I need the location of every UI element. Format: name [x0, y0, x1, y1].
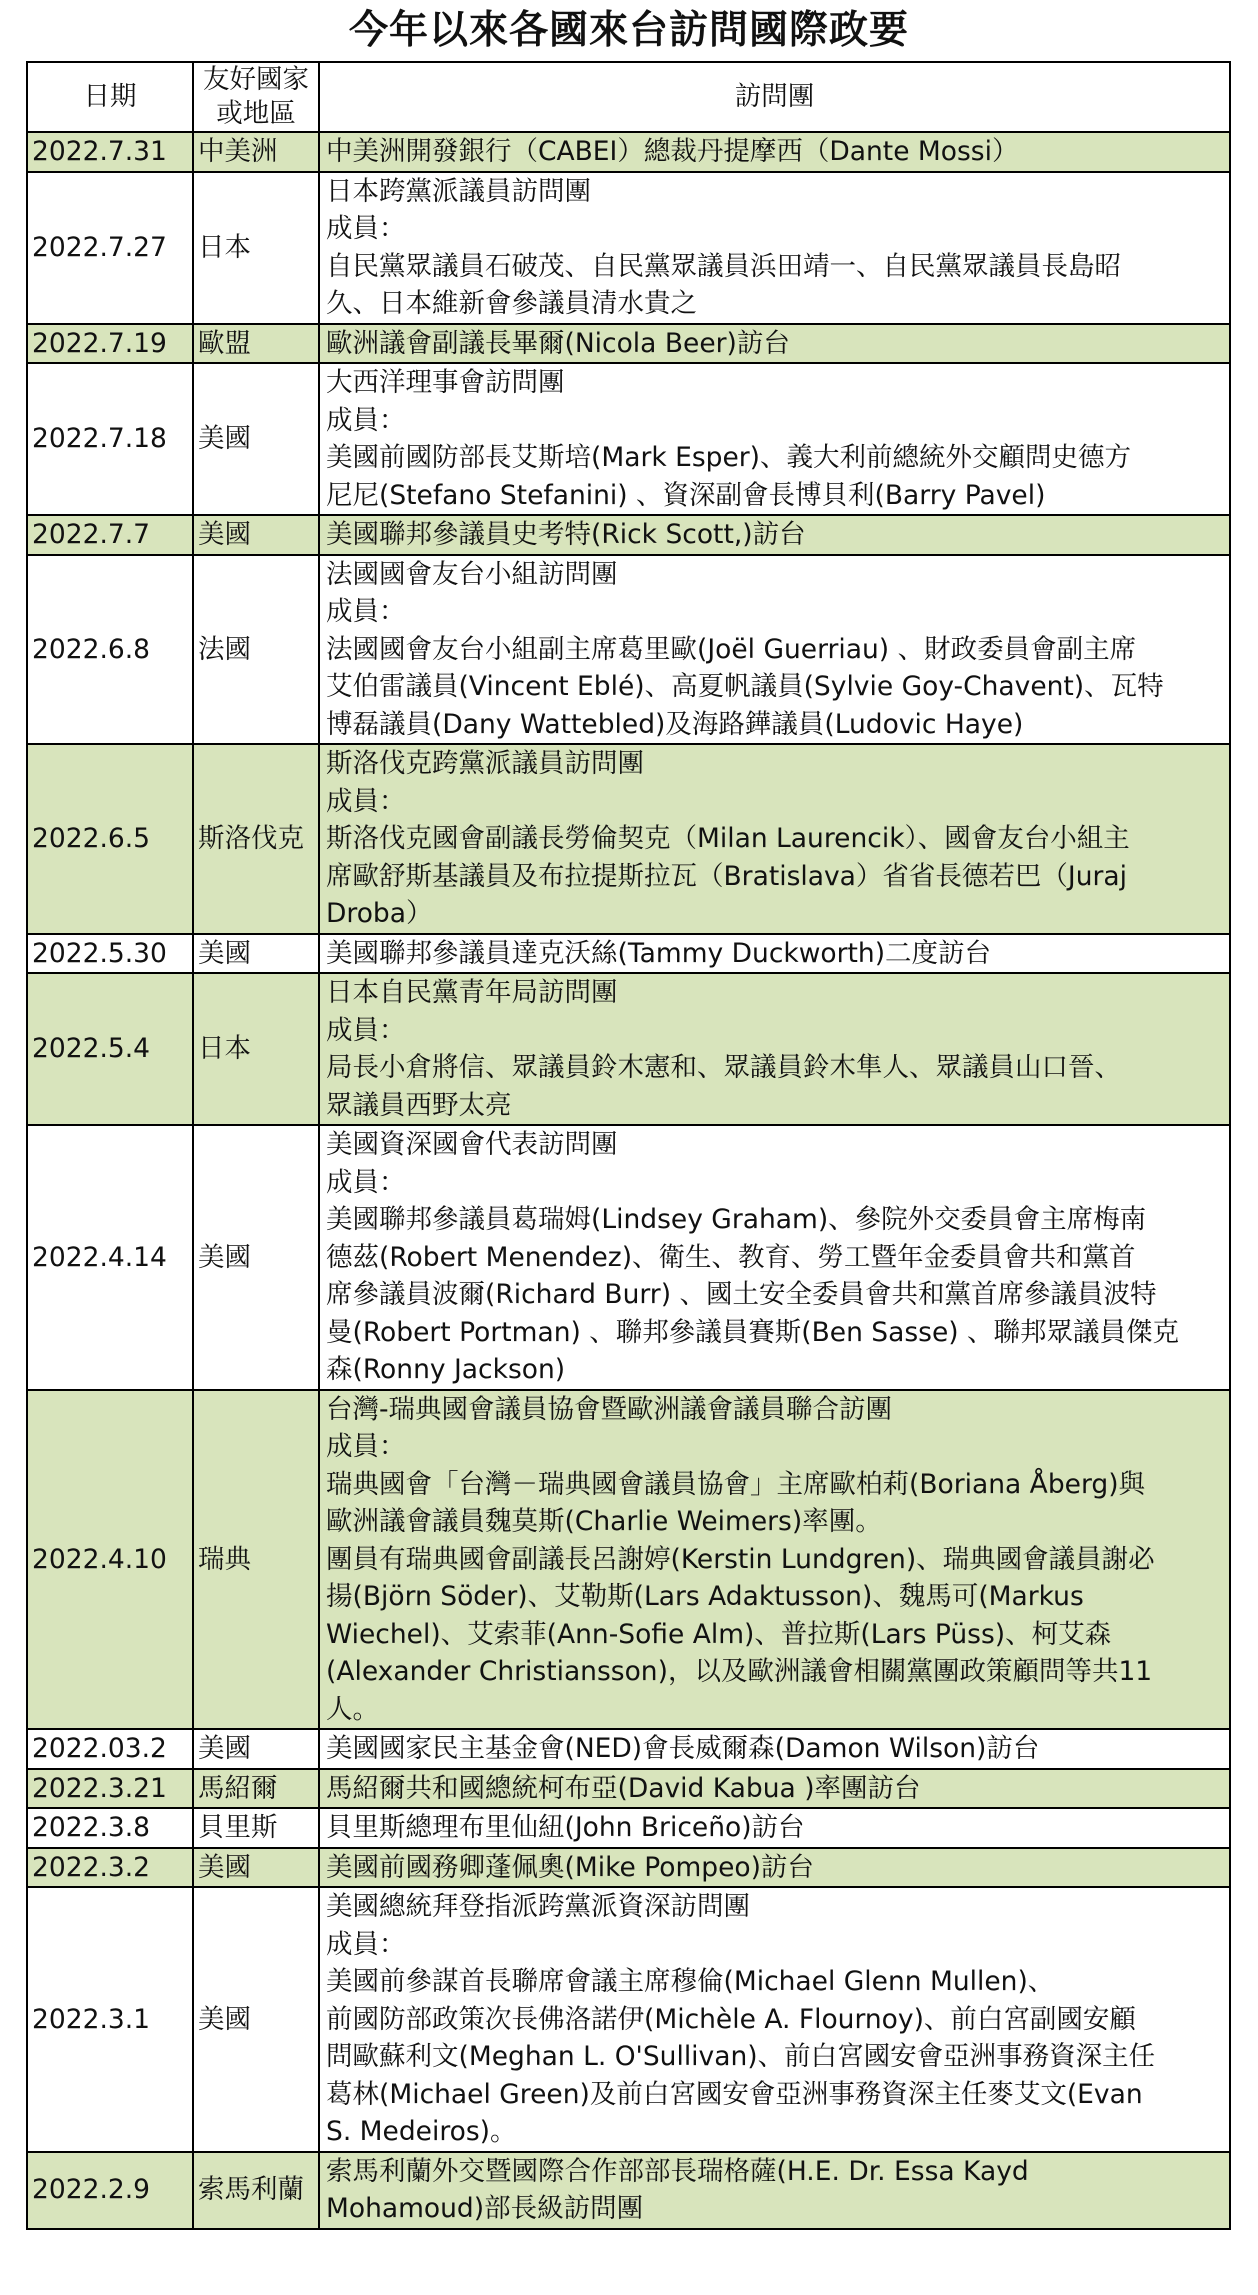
- table-row: [27, 2152, 1230, 2229]
- table-row: [27, 1808, 1230, 1848]
- delegation-line: 問歐蘇利文(Meghan L. O'Sullivan)、前白宮國安會亞洲事務資深主任: [326, 2041, 1156, 2072]
- delegation-line: 美國國家民主基金會(NED)會長威爾森(Damon Wilson)訪台: [326, 1733, 1040, 1764]
- row-delegation: [319, 363, 1230, 515]
- header-date: 日期: [27, 62, 193, 132]
- delegation-line: 自民黨眾議員石破茂、自民黨眾議員浜田靖一、自民黨眾議員長島昭: [326, 250, 1121, 282]
- delegation-line: 葛林(Michael Green)及前白宮國安會亞洲事務資深主任麥艾文(Evan: [326, 2078, 1143, 2110]
- row-country: 美國: [193, 1125, 319, 1390]
- delegation-line: 森(Ronny Jackson): [326, 1354, 566, 1385]
- row-country: 貝里斯: [193, 1808, 319, 1848]
- row-delegation: [319, 1729, 1230, 1769]
- delegation-line: 博磊議員(Dany Wattebled)及海路鏵議員(Ludovic Haye): [326, 708, 1024, 740]
- row-date: 2022.3.21: [27, 1769, 193, 1809]
- row-delegation: [319, 1390, 1230, 1730]
- table-row: [27, 515, 1230, 555]
- row-delegation: [319, 1887, 1230, 2152]
- delegation-line: 美國總統拜登指派跨黨派資深訪問團: [326, 1891, 750, 1922]
- delegation-line: 團員有瑞典國會副議長呂謝婷(Kerstin Lundgren)、瑞典國會議員謝必: [326, 1543, 1155, 1575]
- delegation-line: 前國防部政策次長佛洛諾伊(Michèle A. Flournoy)、前白宮副國安顧: [326, 2003, 1136, 2035]
- delegation-line: 台灣-瑞典國會議員協會暨歐洲議會議員聯合訪團: [326, 1393, 893, 1425]
- row-date: 2022.2.9: [27, 2152, 193, 2229]
- delegation-line: 成員：: [326, 1166, 406, 1198]
- row-country: 美國: [193, 1887, 319, 2152]
- delegation-line: 貝里斯總理布里仙紐(John Briceño)訪台: [326, 1812, 805, 1843]
- row-date: 2022.6.8: [27, 555, 193, 745]
- delegation-line: Mohamoud)部長級訪問團: [326, 2193, 644, 2224]
- delegation-line: 斯洛伐克國會副議長勞倫契克（Milan Laurencik）、國會友台小組主: [326, 823, 1130, 854]
- row-country: 美國: [193, 363, 319, 515]
- row-country: 美國: [193, 934, 319, 974]
- row-delegation: [319, 555, 1230, 745]
- table-row: [27, 934, 1230, 974]
- delegation-line: 歐洲議會副議長畢爾(Nicola Beer)訪台: [326, 327, 790, 359]
- row-delegation: [319, 2152, 1230, 2229]
- row-country: 歐盟: [193, 324, 319, 364]
- table-row: [27, 555, 1230, 745]
- table-row: [27, 363, 1230, 515]
- delegation-line: Droba）: [326, 898, 433, 929]
- table-row: [27, 973, 1230, 1125]
- delegation-line: 局長小倉將信、眾議員鈴木憲和、眾議員鈴木隼人、眾議員山口晉、: [326, 1052, 1121, 1083]
- delegation-line: 成員：: [326, 213, 406, 244]
- delegation-line: 美國前國務卿蓬佩奧(Mike Pompeo)訪台: [326, 1851, 814, 1883]
- delegation-line: 瑞典國會「台灣－瑞典國會議員協會」主席歐柏莉(Boriana Åberg)與: [326, 1468, 1146, 1500]
- delegation-line: 成員：: [326, 404, 406, 436]
- delegation-line: 斯洛伐克跨黨派議員訪問團: [326, 748, 644, 779]
- delegation-line: 美國資深國會代表訪問團: [326, 1129, 618, 1160]
- row-country: 日本: [193, 172, 319, 324]
- delegation-line: 索馬利蘭外交暨國際合作部部長瑞格薩(H.E. Dr. Essa Kayd: [326, 2155, 1029, 2187]
- delegation-line: 中美洲開發銀行（CABEI）總裁丹提摩西（Dante Mossi）: [326, 136, 1019, 167]
- delegation-line: 法國國會友台小組副主席葛里歐(Joël Guerriau) 、財政委員會副主席: [326, 633, 1137, 665]
- row-delegation: [319, 973, 1230, 1125]
- row-country: 斯洛伐克: [193, 744, 319, 934]
- table-row: [27, 744, 1230, 934]
- table-row: [27, 1769, 1230, 1809]
- row-country: 索馬利蘭: [193, 2152, 319, 2229]
- delegation-line: 美國聯邦參議員葛瑞姆(Lindsey Graham)、參院外交委員會主席梅南: [326, 1204, 1147, 1235]
- row-delegation: [319, 515, 1230, 555]
- delegation-line: 久、日本維新會參議員清水貴之: [326, 288, 697, 319]
- delegation-line: 席歐舒斯基議員及布拉提斯拉瓦（Bratislava）省省長德若巴（Juraj: [326, 860, 1128, 892]
- row-date: 2022.7.31: [27, 132, 193, 172]
- table-row: [27, 324, 1230, 364]
- row-country: 瑞典: [193, 1390, 319, 1730]
- delegation-line: 成員：: [326, 785, 406, 817]
- table-row: [27, 1390, 1230, 1730]
- row-country: 美國: [193, 515, 319, 555]
- row-delegation: [319, 1848, 1230, 1888]
- delegation-line: 人。: [326, 1693, 379, 1725]
- row-date: 2022.3.8: [27, 1808, 193, 1848]
- row-date: 2022.3.2: [27, 1848, 193, 1888]
- table-row: [27, 132, 1230, 172]
- delegation-line: S. Medeiros)。: [326, 2116, 517, 2147]
- delegation-line: 德茲(Robert Menendez)、衛生、教育、勞工暨年金委員會共和黨首: [326, 1241, 1136, 1273]
- table-row: [27, 172, 1230, 324]
- delegation-line: 尼尼(Stefano Stefanini) 、資深副會長博貝利(Barry Pavel): [326, 479, 1046, 511]
- table-row: [27, 1887, 1230, 2152]
- row-country: 美國: [193, 1729, 319, 1769]
- delegation-line: 美國前參謀首長聯席會議主席穆倫(Michael Glenn Mullen)、: [326, 1966, 1055, 1997]
- row-date: 2022.4.14: [27, 1125, 193, 1390]
- row-date: 2022.5.30: [27, 934, 193, 974]
- row-delegation: [319, 132, 1230, 172]
- row-country: 日本: [193, 973, 319, 1125]
- delegation-line: 眾議員西野太亮: [326, 1089, 512, 1121]
- header-country-line2: 或地區: [216, 98, 296, 129]
- row-date: 2022.7.19: [27, 324, 193, 364]
- delegation-line: 美國聯邦參議員達克沃絲(Tammy Duckworth)二度訪台: [326, 937, 992, 969]
- row-date: 2022.03.2: [27, 1729, 193, 1769]
- row-country: 中美洲: [193, 132, 319, 172]
- delegation-line: 成員：: [326, 1928, 406, 1960]
- row-delegation: [319, 1769, 1230, 1809]
- row-delegation: [319, 934, 1230, 974]
- row-date: 2022.7.27: [27, 172, 193, 324]
- row-delegation: [319, 1808, 1230, 1848]
- delegation-line: 美國前國防部長艾斯培(Mark Esper)、義大利前總統外交顧問史德方: [326, 442, 1132, 473]
- delegation-line: 法國國會友台小組訪問團: [326, 558, 618, 590]
- delegation-line: 馬紹爾共和國總統柯布亞(David Kabua )率團訪台: [326, 1772, 921, 1804]
- row-date: 2022.4.10: [27, 1390, 193, 1730]
- delegation-line: 成員：: [326, 596, 406, 627]
- delegation-line: 艾伯雷議員(Vincent Eblé)、高夏帆議員(Sylvie Goy-Chavent)、瓦特: [326, 671, 1164, 702]
- header-country-line1: 友好國家: [203, 64, 309, 95]
- row-date: 2022.6.5: [27, 744, 193, 934]
- delegation-line: 成員：: [326, 1431, 406, 1462]
- row-date: 2022.7.18: [27, 363, 193, 515]
- row-delegation: [319, 1125, 1230, 1390]
- delegation-line: 大西洋理事會訪問團: [326, 367, 565, 398]
- delegation-line: (Alexander Christiansson)，以及歐洲議會相關黨團政策顧問等共11: [326, 1656, 1153, 1687]
- visits-table: [26, 61, 1231, 2230]
- row-country: 美國: [193, 1848, 319, 1888]
- header-delegation: 訪問團: [319, 62, 1230, 132]
- delegation-line: 席參議員波爾(Richard Burr) 、國土安全委員會共和黨首席參議員波特: [326, 1279, 1157, 1310]
- delegation-line: 美國聯邦參議員史考特(Rick Scott,)訪台: [326, 519, 806, 550]
- row-date: 2022.5.4: [27, 973, 193, 1125]
- row-delegation: [319, 324, 1230, 364]
- row-date: 2022.7.7: [27, 515, 193, 555]
- table-body: [27, 132, 1230, 2229]
- delegation-line: 揚(Björn Söder)、艾勒斯(Lars Adaktusson)、魏馬可(Markus: [326, 1581, 1084, 1612]
- delegation-line: 曼(Robert Portman) 、聯邦參議員賽斯(Ben Sasse) 、聯邦眾議員傑克: [326, 1316, 1180, 1348]
- row-delegation: [319, 744, 1230, 934]
- delegation-line: 日本跨黨派議員訪問團: [326, 175, 591, 207]
- delegation-line: 日本自民黨青年局訪問團: [326, 977, 618, 1008]
- row-delegation: [319, 172, 1230, 324]
- page-title: 今年以來各國來台訪問國際政要: [348, 8, 909, 53]
- row-country: 法國: [193, 555, 319, 745]
- table-row: [27, 1848, 1230, 1888]
- delegation-line: Wiechel)、艾索菲(Ann-Sofie Alm)、普拉斯(Lars Püss)、柯艾森: [326, 1618, 1112, 1650]
- table-row: [27, 1729, 1230, 1769]
- row-country: 馬紹爾: [193, 1769, 319, 1809]
- row-date: 2022.3.1: [27, 1887, 193, 2152]
- delegation-line: 成員：: [326, 1014, 406, 1046]
- delegation-line: 歐洲議會議員魏莫斯(Charlie Weimers)率團。: [326, 1506, 882, 1537]
- table-row: [27, 1125, 1230, 1390]
- header-country: [193, 62, 319, 132]
- table-header-row: [27, 62, 1230, 132]
